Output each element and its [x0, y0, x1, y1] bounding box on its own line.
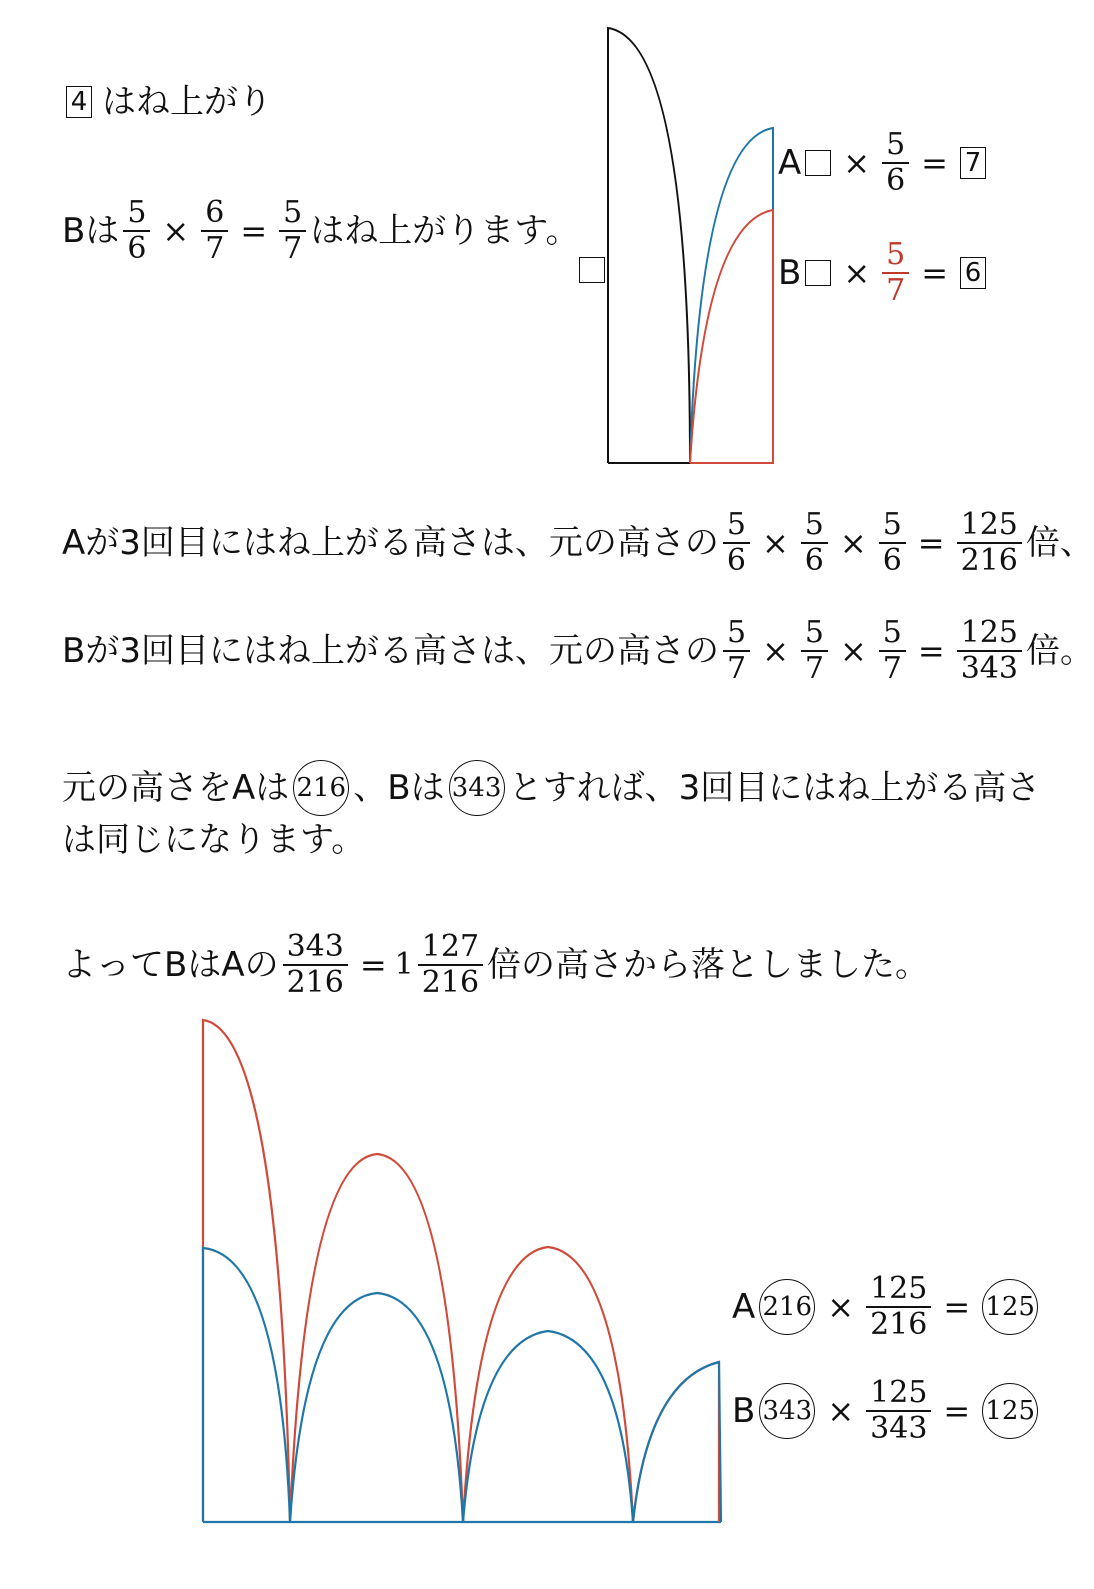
label-a-name: A — [778, 143, 802, 183]
equals-sign: = — [943, 1392, 971, 1430]
concl-suffix: 倍の高さから落としました。 — [487, 945, 930, 985]
fraction: $\frac{5}{6}$ — [882, 128, 909, 198]
equals-sign: = — [359, 946, 387, 984]
equals-sign: = — [921, 144, 948, 182]
orig-part-3: とすれば、3回目にはね上がる高さ — [508, 768, 1041, 808]
label-a-result: 7 — [960, 147, 986, 179]
orig-part-1: 元の高さをAは — [62, 768, 290, 808]
fraction: $\frac{125}{216}$ — [866, 1272, 931, 1342]
fraction: $\frac{5}{7}$ — [723, 616, 750, 686]
circled-125: 125 — [982, 1383, 1038, 1439]
equals-sign: = — [240, 212, 268, 250]
equals-sign: = — [921, 254, 949, 292]
label-b-name: B — [778, 253, 802, 293]
circled-216: 216 — [759, 1279, 815, 1335]
fraction: $\frac{125}{343}$ — [957, 616, 1022, 686]
fraction: $\frac{5}{7}$ — [279, 196, 306, 266]
concl-prefix: よってBはAの — [62, 945, 279, 985]
fraction: $\frac{6}{7}$ — [201, 196, 228, 266]
fraction: $\frac{5}{6}$ — [723, 508, 750, 578]
circled-343: 343 — [759, 1383, 815, 1439]
line-a3-suffix: 倍、 — [1025, 523, 1094, 563]
line-b3-prefix: Bが3回目にはね上がる高さは、元の高さの — [62, 631, 719, 671]
fraction: $\frac{5}{7}$ — [879, 616, 906, 686]
times-sign: × — [843, 254, 871, 292]
times-sign: × — [839, 632, 867, 670]
bottom-label-a — [732, 1272, 1042, 1342]
circled-216: 216 — [293, 760, 349, 816]
times-sign: × — [839, 524, 867, 562]
equals-sign: = — [917, 524, 945, 562]
times-sign: × — [761, 524, 789, 562]
bottom-a-name: A — [732, 1287, 756, 1327]
fraction: $\frac{127}{216}$ — [418, 930, 483, 1000]
equals-sign: = — [943, 1288, 971, 1326]
fraction: $\frac{343}{216}$ — [283, 930, 348, 1000]
fraction: $\frac{5}{6}$ — [123, 196, 150, 266]
times-sign: × — [827, 1392, 855, 1430]
heading-title: はね上がり — [102, 82, 272, 122]
bottom-b-name: B — [732, 1391, 756, 1431]
mixed-whole: 1 — [394, 947, 414, 982]
times-sign: × — [762, 632, 789, 670]
equals-sign: = — [917, 632, 945, 670]
fraction: $\frac{125}{216}$ — [957, 508, 1022, 578]
heading-number: 4 — [66, 86, 92, 118]
fraction-red: $\frac{5}{7}$ — [882, 238, 909, 308]
original-height-line-2: は同じになります。 — [62, 820, 366, 860]
circled-343: 343 — [449, 760, 505, 816]
red-bounce-path-b — [203, 1020, 719, 1522]
label-b-result: 6 — [960, 257, 986, 289]
line-b3-suffix: 倍。 — [1025, 631, 1094, 671]
fraction: $\frac{125}{343}$ — [866, 1376, 931, 1446]
fraction: $\frac{5}{7}$ — [801, 616, 828, 686]
times-sign: × — [162, 212, 190, 250]
times-sign: × — [843, 144, 871, 182]
times-sign: × — [827, 1288, 855, 1326]
b-ratio-suffix: はね上がります。 — [310, 211, 580, 251]
b-ratio-prefix: Bは — [62, 211, 120, 251]
fraction: $\frac{5}{6}$ — [801, 508, 828, 578]
orig-part-2: 、Bは — [353, 768, 445, 808]
line-a3-prefix: Aが3回目にはね上がる高さは、元の高さの — [62, 523, 719, 563]
fraction: $\frac{5}{6}$ — [879, 508, 906, 578]
circled-125: 125 — [982, 1279, 1038, 1335]
bottom-label-b — [732, 1376, 1042, 1446]
